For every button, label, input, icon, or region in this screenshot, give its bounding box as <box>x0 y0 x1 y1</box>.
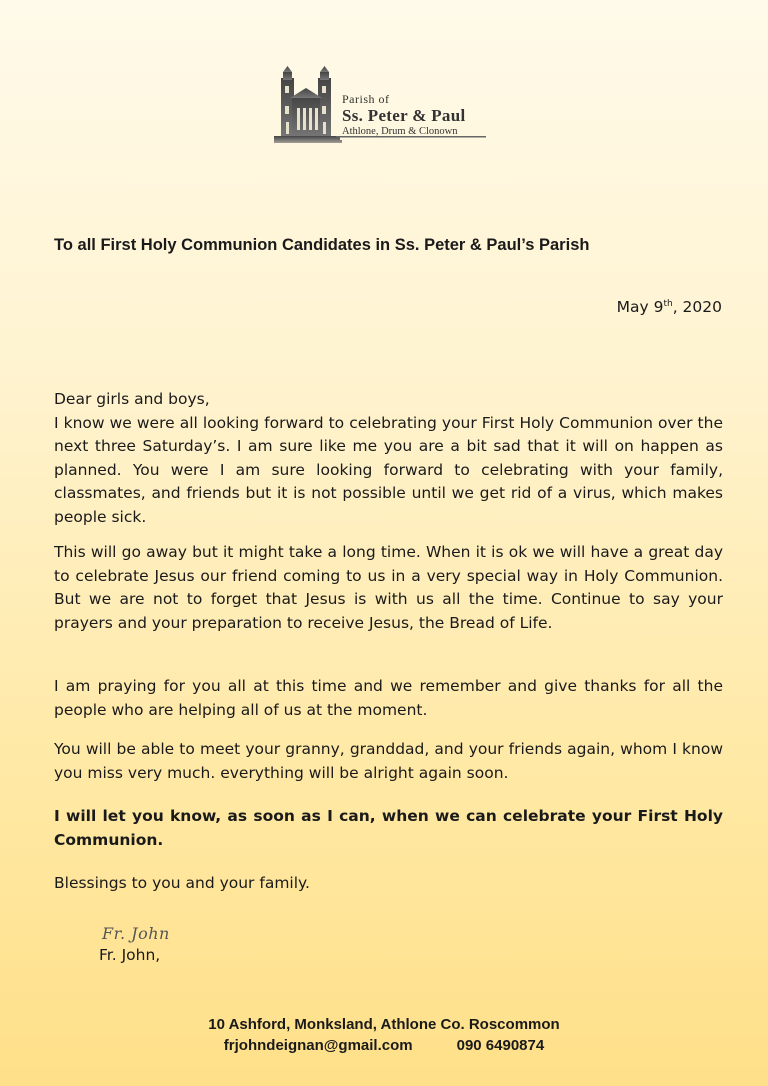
logo-text <box>342 92 465 138</box>
paragraph-4: You will be able to meet your granny, granddad, and your friends again, whom I know you miss very much. everything will be alright again soon. <box>54 740 723 782</box>
footer-contact <box>0 1037 768 1054</box>
letter-heading: To all First Holy Communion Candidates in Ss. Peter & Paul’s Parish <box>54 236 590 254</box>
letter-paragraph-4 <box>54 738 723 785</box>
letter-date <box>617 298 722 316</box>
footer-address: 10 Ashford, Monksland, Athlone Co. Roscommon <box>208 1016 560 1033</box>
church-icon <box>274 66 342 143</box>
paragraph-2: This will go away but it might take a long time. When it is ok we will have a great day to celebrate Jesus our friend coming to us in a very special way in Holy Communion. But we are not to forget that Jesus is with us all the time. Continue to say your prayers and your preparation to receive Jesus, the Bread of Life. <box>54 543 723 632</box>
handwritten-signature: Fr. John <box>102 924 170 943</box>
salutation: Dear girls and boys, <box>54 390 210 408</box>
paragraph-1: I know we were all looking forward to celebrating your First Holy Communion over the next three Saturday’s. I am sure like me you are a bit sad that it will on happen as planned. You were I am sure looking forward to celebrating with your family, classmates, and friends but it is not possible until we get rid of a virus, which makes people sick. <box>54 413 723 526</box>
logo-line-locations: Athlone, Drum & Clonown <box>342 126 458 137</box>
date-year: , 2020 <box>672 298 722 316</box>
letter-closing <box>54 872 723 896</box>
closing: Blessings to you and your family. <box>54 874 310 892</box>
letter-paragraph-5 <box>54 805 723 852</box>
logo-line-parish-of: Parish of <box>342 92 390 106</box>
logo-line-parish-name: Ss. Peter & Paul <box>342 106 466 125</box>
paragraph-3: I am praying for you all at this time and we remember and give thanks for all the people who are helping all of us at the moment. <box>54 677 723 719</box>
letter-paragraph-2 <box>54 541 723 635</box>
paragraph-5: I will let you know, as soon as I can, when we can celebrate your First Holy Communion. <box>54 807 723 849</box>
date-ordinal-suffix: th <box>663 298 673 309</box>
letter-paragraph-3 <box>54 675 723 722</box>
signer-name: Fr. John, <box>99 946 161 964</box>
date-month-day: May 9 <box>616 298 664 316</box>
footer-phone: 090 6490874 <box>456 1037 545 1054</box>
footer-email: frjohndeignan@gmail.com <box>223 1037 413 1054</box>
letter-opening <box>54 388 723 529</box>
